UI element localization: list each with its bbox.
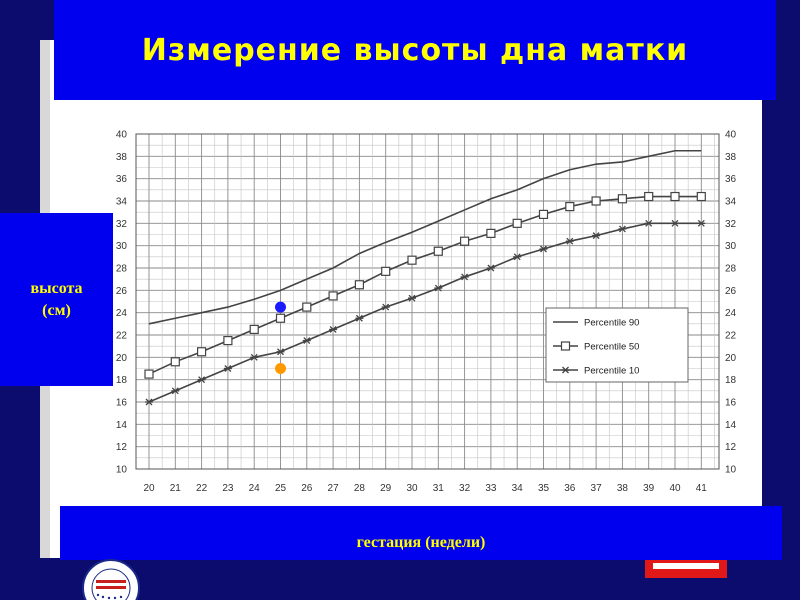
y-tick-label-right: 18 (725, 375, 737, 387)
y-tick-label-left: 32 (115, 218, 127, 230)
measurement-point (275, 302, 286, 313)
y-tick-label-left: 40 (115, 129, 127, 141)
y-tick-label-left: 16 (115, 397, 127, 409)
series-marker (329, 292, 337, 300)
series-marker (540, 210, 548, 218)
series-marker (382, 267, 390, 275)
series-marker (434, 247, 442, 255)
x-tick-label: 31 (432, 483, 444, 494)
chart-legend (546, 308, 688, 382)
y-tick-label-right: 34 (725, 196, 737, 208)
y-tick-label-left: 12 (115, 442, 127, 454)
y-tick-label-right: 24 (725, 308, 737, 320)
series-marker (461, 237, 469, 245)
series-marker (566, 203, 574, 211)
x-tick-label: 39 (643, 483, 655, 494)
y-axis-label-line2: (см) (42, 301, 71, 319)
seal-icon (82, 558, 140, 600)
y-tick-label-right: 20 (725, 352, 737, 364)
x-tick-label: 23 (222, 483, 234, 494)
x-tick-label: 35 (537, 483, 550, 494)
y-tick-label-right: 30 (725, 241, 737, 253)
seal-logo (82, 558, 140, 600)
y-tick-label-right: 16 (725, 397, 737, 409)
page-title: Измерение высоты дна матки (141, 32, 689, 68)
y-tick-label-left: 24 (115, 308, 127, 320)
y-tick-label-right: 40 (725, 129, 737, 141)
title-box (54, 0, 776, 100)
series-marker (198, 348, 206, 356)
series-marker (355, 281, 363, 289)
x-tick-label: 20 (143, 483, 155, 494)
y-tick-label-right: 14 (725, 419, 737, 431)
x-tick-label: 32 (459, 483, 471, 494)
x-tick-label: 25 (274, 483, 287, 494)
x-tick-label: 38 (616, 483, 628, 494)
legend-label: Percentile 50 (584, 341, 640, 353)
series-marker (277, 314, 285, 322)
measurement-point (275, 363, 286, 374)
x-axis-label-box (60, 506, 782, 560)
y-tick-label-left: 14 (115, 419, 127, 431)
legend-label: Percentile 90 (584, 317, 640, 329)
y-tick-label-left: 38 (115, 151, 127, 163)
y-tick-label-right: 12 (725, 442, 737, 454)
series-marker (671, 193, 679, 201)
x-tick-label: 41 (695, 483, 707, 494)
x-tick-label: 29 (380, 483, 392, 494)
y-tick-label-right: 38 (725, 151, 737, 163)
series-marker (513, 219, 521, 227)
x-tick-label: 28 (353, 483, 365, 494)
series-marker (618, 195, 626, 203)
x-tick-label: 24 (248, 483, 260, 494)
series-marker (224, 337, 232, 345)
series-marker (145, 370, 153, 378)
y-tick-label-left: 28 (115, 263, 127, 275)
x-tick-label: 33 (485, 483, 497, 494)
legend-marker (562, 342, 570, 350)
series-marker (408, 256, 416, 264)
y-tick-label-left: 22 (115, 330, 127, 342)
y-axis-label-line1: высота (30, 279, 83, 297)
y-tick-label-right: 26 (725, 285, 737, 297)
x-tick-label: 37 (590, 483, 602, 494)
x-axis-label: гестация (недели) (356, 534, 486, 551)
series-marker (645, 193, 653, 201)
y-tick-label-right: 28 (725, 263, 737, 275)
y-tick-label-right: 10 (725, 464, 737, 476)
series-marker (487, 229, 495, 237)
y-tick-label-left: 26 (115, 285, 127, 297)
y-tick-label-left: 30 (115, 241, 127, 253)
y-tick-label-left: 18 (115, 375, 127, 387)
series-marker (171, 358, 179, 366)
y-tick-label-right: 22 (725, 330, 737, 342)
y-tick-label-left: 34 (115, 196, 127, 208)
x-tick-label: 30 (406, 483, 418, 494)
x-tick-label: 36 (564, 483, 576, 494)
y-tick-label-right: 36 (725, 174, 737, 186)
series-marker (592, 197, 600, 205)
y-axis-label-box (0, 213, 113, 386)
y-tick-label-left: 20 (115, 352, 127, 364)
brand-logo (645, 560, 727, 578)
x-tick-label: 34 (511, 483, 523, 494)
x-tick-label: 40 (669, 483, 681, 494)
series-marker (697, 193, 705, 201)
x-tick-label: 22 (196, 483, 208, 494)
series-marker (250, 325, 258, 333)
x-tick-label: 27 (327, 483, 339, 494)
legend-label: Percentile 10 (584, 365, 640, 377)
y-tick-label-left: 36 (115, 174, 127, 186)
series-marker (303, 303, 311, 311)
y-tick-label-right: 32 (725, 218, 737, 230)
x-tick-label: 26 (301, 483, 313, 494)
chart-grid (136, 134, 719, 469)
x-tick-label: 21 (169, 483, 181, 494)
y-tick-label-left: 10 (115, 464, 127, 476)
